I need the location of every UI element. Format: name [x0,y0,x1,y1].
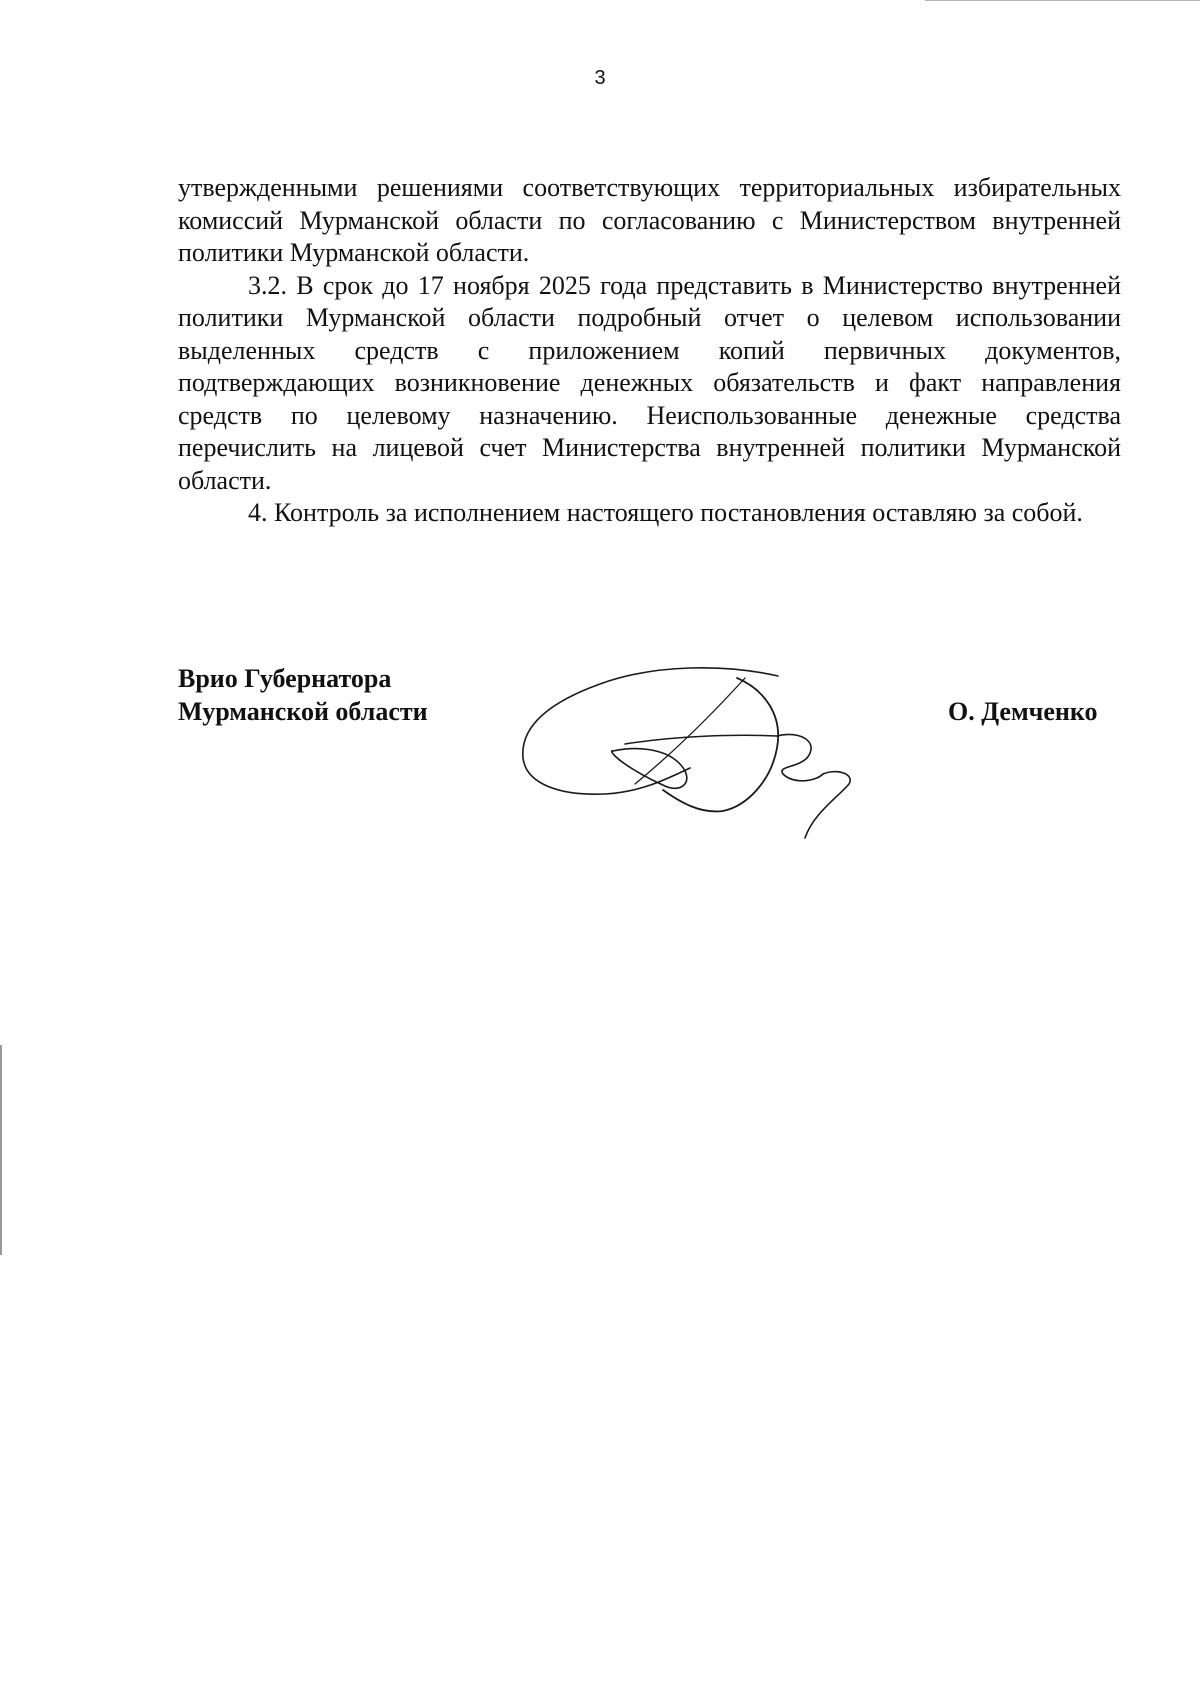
page-number: 3 [594,67,606,89]
signatory-title [178,662,428,728]
handwritten-signature [515,656,885,841]
paragraph-4: 4. Контроль за исполнением настоящего постановления оставляю за собой. [248,498,1083,527]
scan-edge-mark [0,1045,2,1255]
document-body [178,172,1121,530]
signatory-title-line2: Мурманской области [178,697,428,726]
scan-top-line [925,0,1200,1]
signatory-title-line1: Врио Губернатора [178,664,392,693]
paragraph-3-2: 3.2. В срок до 17 ноября 2025 года представить в Министерство внутренней политики Мурманской области подробный отчет о целевом использовании выделенных средств с приложением копий первичных документов, подтверждающих возникновение денежных обязательств и факт направления средств по целевому назначению. Неиспользованные денежные средства перечислить на лицевой счет Министерства внутренней политики Мурманской области. [178,270,1121,495]
signatory-name: О. Демченко [948,697,1098,726]
paragraph-continuation: утвержденными решениями соответствующих территориальных избирательных комиссий Мурманской области по согласованию с Министерством внутренней политики Мурманской области. [178,173,1121,267]
